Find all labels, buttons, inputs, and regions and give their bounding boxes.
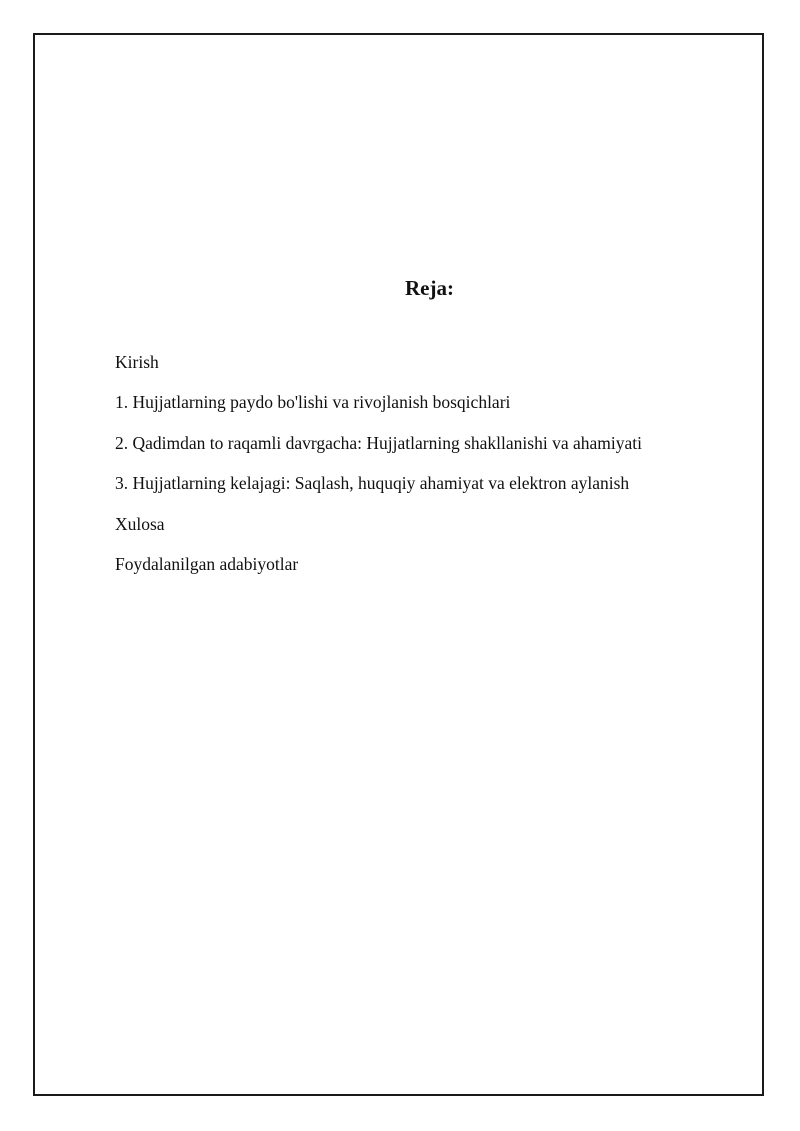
plan-item-conclusion: Xulosa bbox=[115, 513, 165, 534]
plan-item-introduction: Kirish bbox=[115, 352, 159, 372]
plan-item-3: 3. Hujjatlarning kelajagi: Saqlash, huquqiy ahamiyat va elektron aylanish bbox=[115, 473, 630, 494]
plan-item-2: 2. Qadimdan to raqamli davrgacha: Hujjatlarning shakllanishi va ahamiyati bbox=[115, 432, 642, 453]
plan-list bbox=[115, 350, 642, 592]
plan-item-1: 1. Hujjatlarning paydo bo'lishi va rivojlanish bosqichlari bbox=[115, 392, 511, 413]
plan-item-references: Foydalanilgan adabiyotlar bbox=[115, 553, 299, 574]
page-title: Reja: bbox=[405, 276, 454, 300]
